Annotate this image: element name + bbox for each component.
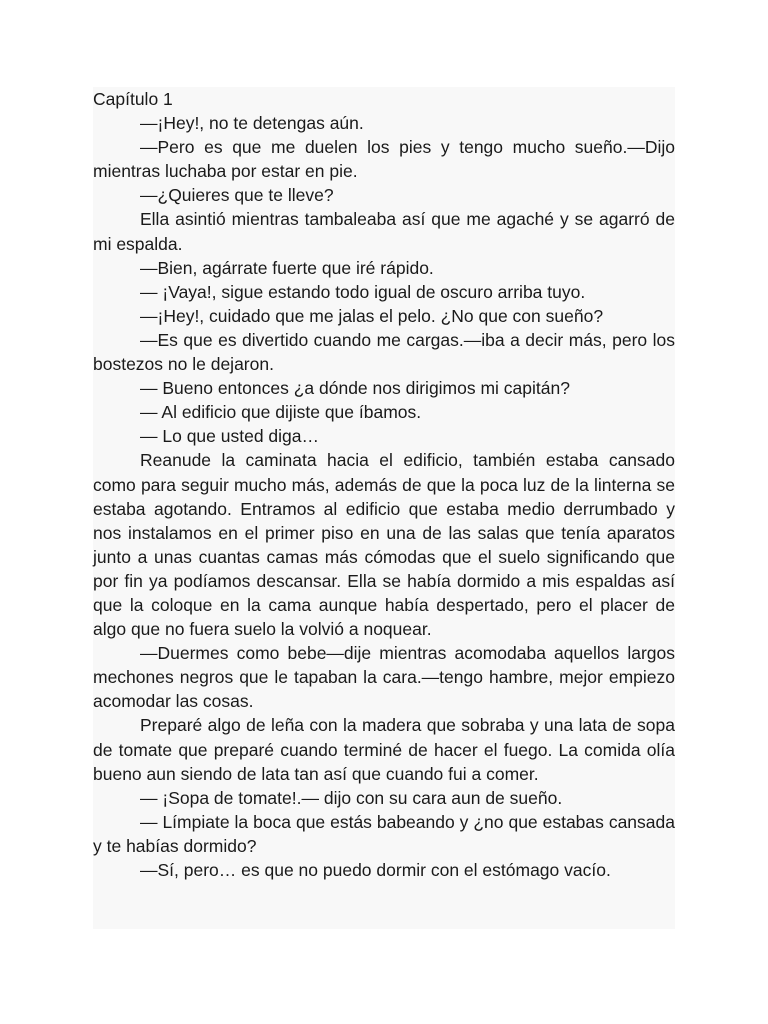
paragraph: —Duermes como bebe—dije mientras acomodaba aquellos largos mechones negros que le tapaban la cara.—tengo hambre, mejor empiezo acomodar las cosas. (93, 643, 675, 712)
paragraph: Ella asintió mientras tambaleaba así que me agaché y se agarró de mi espalda. (93, 209, 675, 254)
chapter-title: Capítulo 1 (93, 89, 173, 109)
paragraph: —¿Quieres que te lleve? (140, 185, 334, 206)
paragraph: — Al edificio que dijiste que íbamos. (140, 402, 422, 423)
paragraph: —Pero es que me duelen los pies y tengo mucho sueño.—Dijo mientras luchaba por estar en pie. (93, 137, 675, 182)
paragraph: —¡Hey!, cuidado que me jalas el pelo. ¿No que con sueño? (140, 305, 604, 326)
paragraph: — Límpiate la boca que estás babeando y ¿no que estabas cansada y te habías dormido? (93, 811, 675, 856)
document-text (93, 87, 675, 929)
paragraph: Reanude la caminata hacia el edificio, también estaba cansado como para seguir mucho más, además de que la poca luz de la linterna se estaba agotando. Entramos al edificio que estaba medio derrumbado y nos instalamos en el primer piso en una de las salas que tenía aparatos junto a unas cuantas camas más cómodas que el suelo significando que por fin ya podíamos descansar. Ella se había dormido a mis espaldas así que la coloque en la cama aunque había despertado, pero el placer de algo que no fuera suelo la volvió a noquear. (93, 450, 675, 640)
paragraph: — Lo que usted diga… (140, 426, 320, 447)
paragraph: — ¡Sopa de tomate!.— dijo con su cara aun de sueño. (140, 787, 563, 808)
paragraph: —Sí, pero… es que no puedo dormir con el estómago vacío. (140, 860, 611, 880)
paragraph: —Es que es divertido cuando me cargas.—iba a decir más, pero los bostezos no le dejaron. (93, 329, 675, 375)
paragraph: —Bien, agárrate fuerte que iré rápido. (140, 257, 434, 278)
paragraph: —¡Hey!, no te detengas aún. (140, 113, 364, 134)
paragraph: — ¡Vaya!, sigue estando todo igual de oscuro arriba tuyo. (140, 281, 586, 302)
paragraph: — Bueno entonces ¿a dónde nos dirigimos mi capitán? (140, 378, 570, 399)
paragraph: Preparé algo de leña con la madera que sobraba y una lata de sopa de tomate que preparé cuando terminé de hacer el fuego. La comida olía bueno aun siendo de lata tan así que cuando fui a comer. (93, 715, 675, 784)
